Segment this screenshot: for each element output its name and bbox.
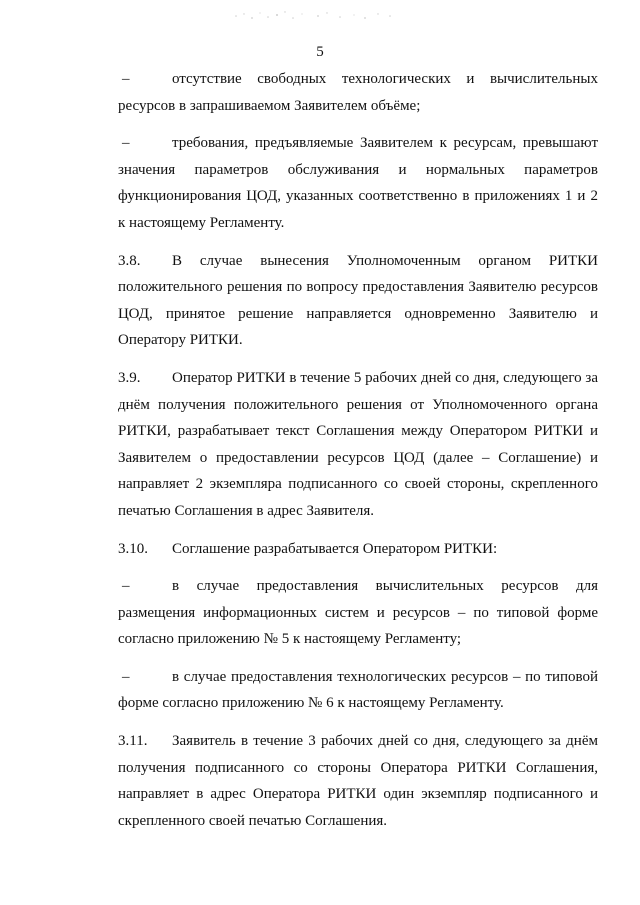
- list-marker: –: [122, 578, 130, 595]
- document-body: [118, 66, 598, 845]
- paragraph-text: в случае предоставления вычислительных ресурсов для размещения информационных систем и ресурсов – по типовой форме согласно приложению № 5 к настоящему Регламенту;: [118, 578, 598, 648]
- clause-number: 3.8.: [118, 252, 141, 269]
- list-item: [118, 573, 598, 653]
- list-marker: –: [122, 71, 130, 87]
- clause-3-10: [118, 536, 598, 563]
- page-number: 5: [316, 44, 324, 60]
- clause-3-8: [118, 248, 598, 354]
- list-marker: –: [122, 135, 130, 152]
- clause-3-9: [118, 365, 598, 525]
- list-item: [118, 66, 598, 119]
- paragraph-text: Оператор РИТКИ в течение 5 рабочих дней со дня, следующего за днём получения положительного решения от Уполномоченного органа РИТКИ, разрабатывает текст Соглашения между Оператором РИТКИ и Заявителем о предоставлении ресурсов ЦОД (далее – Соглашение) и направляет 2 экземпляра подписанного со своей стороны, скрепленного печатью Соглашения в адрес Заявителя.: [118, 369, 598, 519]
- clause-number: 3.10.: [118, 540, 148, 557]
- clause-number: 3.9.: [118, 369, 141, 386]
- paragraph-text: требования, предъявляемые Заявителем к ресурсам, превышают значения параметров обслуживания и нормальных параметров функционирования ЦОД, указанных соответственно в приложениях 1 и 2 к настоящему Регламенту.: [118, 135, 598, 231]
- list-item: [118, 664, 598, 717]
- clause-number: 3.11.: [118, 733, 148, 750]
- clause-3-11: [118, 728, 598, 834]
- paragraph-text: Соглашение разрабатывается Оператором РИТКИ:: [172, 540, 498, 557]
- scan-artifact: [230, 6, 400, 24]
- list-marker: –: [122, 668, 130, 685]
- paragraph-text: Заявитель в течение 3 рабочих дней со дня, следующего за днём получения подписанного со стороны Оператора РИТКИ Соглашения, направляет в адрес Оператора РИТКИ один экземпляр подписанного и скрепленного своей печатью Соглашения.: [118, 733, 598, 829]
- paragraph-text: В случае вынесения Уполномоченным органом РИТКИ положительного решения по вопросу предоставления Заявителю ресурсов ЦОД, принятое решение направляется одновременно Заявителю и Оператору РИТКИ.: [118, 252, 598, 349]
- paragraph-text: отсутствие свободных технологических и вычислительных ресурсов в запрашиваемом Заявителем объёме;: [118, 71, 598, 114]
- paragraph-text: в случае предоставления технологических ресурсов – по типовой форме согласно приложению № 6 к настоящему Регламенту.: [118, 668, 598, 712]
- list-item: [118, 130, 598, 236]
